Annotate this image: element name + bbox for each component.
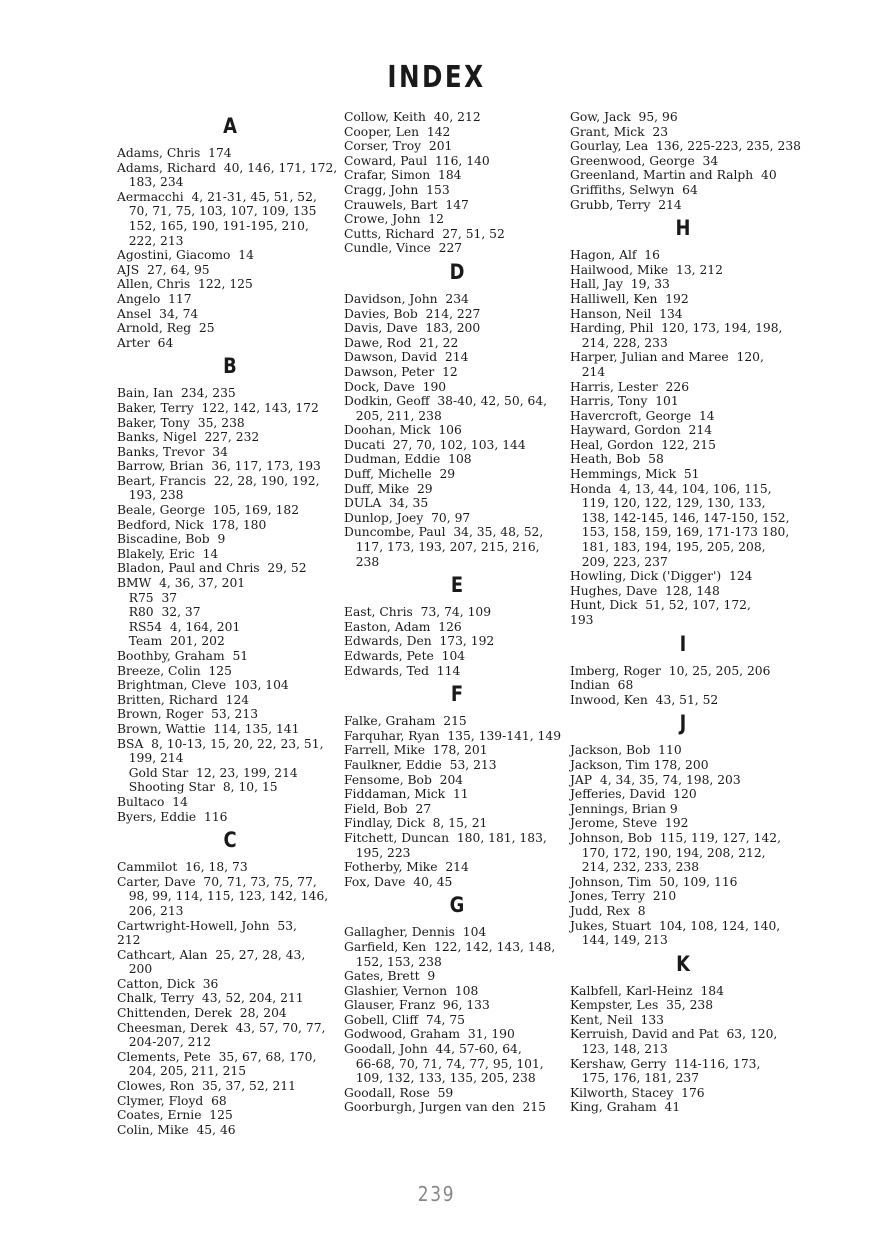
index-entry: Edwards, Ted 114 bbox=[344, 663, 461, 678]
index-entry: Catton, Dick 36 bbox=[117, 976, 219, 991]
index-entry: 214, 232, 233, 238 bbox=[570, 860, 700, 875]
index-entry: Ducati 27, 70, 102, 103, 144 bbox=[344, 437, 526, 452]
index-entry: Inwood, Ken 43, 51, 52 bbox=[570, 692, 719, 707]
index-entry: Arnold, Reg 25 bbox=[117, 321, 215, 336]
index-entry: Cheesman, Derek 43, 57, 70, 77, bbox=[117, 1020, 326, 1035]
index-entry: Hailwood, Mike 13, 212 bbox=[570, 262, 723, 277]
index-entry: 199, 214 bbox=[117, 751, 184, 766]
section-letter: H bbox=[675, 216, 691, 241]
index-entry: Ansel 34, 74 bbox=[117, 306, 199, 321]
index-entry: Findlay, Dick 8, 15, 21 bbox=[344, 816, 488, 831]
index-entry: 204-207, 212 bbox=[117, 1035, 212, 1050]
index-entry: Honda 4, 13, 44, 104, 106, 115, bbox=[570, 481, 772, 496]
index-entry: Glashier, Vernon 108 bbox=[344, 983, 479, 998]
index-entry: East, Chris 73, 74, 109 bbox=[344, 605, 492, 620]
index-entry: Fox, Dave 40, 45 bbox=[344, 874, 453, 889]
index-entry: Fitchett, Duncan 180, 181, 183, bbox=[344, 830, 547, 845]
index-entry: Banks, Nigel 227, 232 bbox=[117, 430, 260, 445]
index-entry: Griffiths, Selwyn 64 bbox=[570, 182, 698, 197]
index-entry: Bedford, Nick 178, 180 bbox=[117, 517, 267, 532]
index-entry: Glauser, Franz 96, 133 bbox=[344, 998, 490, 1013]
index-entry: Dunlop, Joey 70, 97 bbox=[344, 510, 471, 525]
index-entry: 206, 213 bbox=[117, 903, 184, 918]
index-entry: 200 bbox=[117, 962, 153, 977]
index-entry: Kilworth, Stacey 176 bbox=[570, 1085, 705, 1100]
index-entry: 119, 120, 122, 129, 130, 133, bbox=[570, 496, 766, 511]
index-entry: Garfield, Ken 122, 142, 143, 148, bbox=[344, 939, 556, 954]
index-entry: 193 bbox=[570, 613, 594, 627]
index-entry: Johnson, Bob 115, 119, 127, 142, bbox=[570, 830, 781, 845]
index-entry: Davies, Bob 214, 227 bbox=[344, 306, 481, 321]
index-entry: Shooting Star 8, 10, 15 bbox=[117, 780, 278, 795]
index-entry: Faulkner, Eddie 53, 213 bbox=[344, 757, 497, 772]
index-entry: Davidson, John 234 bbox=[344, 291, 469, 306]
section-letter: K bbox=[676, 951, 690, 976]
index-entry: Howling, Dick ('Digger') 124 bbox=[570, 569, 753, 584]
index-entry: 183, 234 bbox=[117, 175, 184, 190]
index-entry: Harris, Tony 101 bbox=[570, 394, 679, 409]
index-entry: Chittenden, Derek 28, 204 bbox=[117, 1006, 287, 1021]
index-entry: 175, 176, 181, 237 bbox=[570, 1071, 700, 1086]
index-entry: Greenwood, George 34 bbox=[570, 153, 719, 168]
index-entry: Angelo 117 bbox=[117, 291, 192, 306]
index-entry: Biscadine, Bob 9 bbox=[117, 532, 226, 547]
index-entry: BMW 4, 36, 37, 201 bbox=[117, 576, 246, 591]
index-entry: Hall, Jay 19, 33 bbox=[570, 277, 670, 292]
index-entry: 138, 142-145, 146, 147-150, 152, bbox=[570, 510, 790, 525]
index-entry: Kerruish, David and Pat 63, 120, bbox=[570, 1027, 778, 1042]
index-entry: Harding, Phil 120, 173, 194, 198, bbox=[570, 321, 783, 336]
index-entry: 214 bbox=[570, 364, 606, 379]
index-entry: 123, 148, 213 bbox=[570, 1042, 668, 1057]
index-entry: 98, 99, 114, 115, 123, 142, 146, bbox=[117, 889, 329, 904]
section-letter: C bbox=[223, 828, 237, 853]
index-entry: Cooper, Len 142 bbox=[344, 124, 451, 139]
index-entry: Gourlay, Lea 136, 225-223, 235, 238 bbox=[570, 139, 801, 154]
index-entry: Godwood, Graham 31, 190 bbox=[344, 1027, 515, 1042]
index-entry: Hunt, Dick 51, 52, 107, 172, bbox=[570, 598, 751, 613]
index-entry: Collow, Keith 40, 212 bbox=[344, 110, 481, 124]
index-column-2 bbox=[344, 110, 570, 1115]
index-entry: 144, 149, 213 bbox=[570, 933, 668, 948]
index-entry: 222, 213 bbox=[117, 233, 184, 248]
index-entry: R80 32, 37 bbox=[117, 605, 201, 620]
index-entry: Dawson, David 214 bbox=[344, 350, 469, 365]
index-entry: 70, 71, 75, 103, 107, 109, 135 bbox=[117, 204, 317, 219]
index-entry: Aermacchi 4, 21-31, 45, 51, 52, bbox=[117, 189, 317, 204]
index-entry: RS54 4, 164, 201 bbox=[117, 619, 241, 634]
index-entry: Gallagher, Dennis 104 bbox=[344, 925, 487, 940]
index-entry: 238 bbox=[344, 554, 380, 569]
index-entry: Duff, Mike 29 bbox=[344, 481, 433, 496]
index-entry: Dock, Dave 190 bbox=[344, 379, 447, 394]
index-entry: Fiddaman, Mick 11 bbox=[344, 787, 469, 802]
index-entry: Barrow, Brian 36, 117, 173, 193 bbox=[117, 459, 321, 474]
index-entry: Grant, Mick 23 bbox=[570, 124, 669, 139]
index-entry: Edwards, Pete 104 bbox=[344, 649, 466, 663]
index-entry: Blakely, Eric 14 bbox=[117, 546, 219, 561]
index-entry: Jerome, Steve 192 bbox=[570, 816, 689, 831]
index-entry: 209, 223, 237 bbox=[570, 554, 668, 569]
index-entry: Crowe, John 12 bbox=[344, 212, 444, 227]
index-entry: Kempster, Les 35, 238 bbox=[570, 998, 714, 1013]
index-entry: Gates, Brett 9 bbox=[344, 969, 436, 984]
index-entry: Imberg, Roger 10, 25, 205, 206 bbox=[570, 663, 771, 678]
index-entry: Jennings, Brian 9 bbox=[570, 801, 678, 816]
index-entry: Coates, Ernie 125 bbox=[117, 1108, 233, 1123]
index-entry: Jukes, Stuart 104, 108, 124, 140, bbox=[570, 918, 781, 933]
index-entry: Doohan, Mick 106 bbox=[344, 423, 462, 438]
index-entry: Clymer, Floyd 68 bbox=[117, 1093, 227, 1108]
index-entry: Kent, Neil 133 bbox=[570, 1012, 665, 1027]
index-entry: Fensome, Bob 204 bbox=[344, 772, 464, 787]
index-entry: Beart, Francis 22, 28, 190, 192, bbox=[117, 473, 320, 488]
index-entry: Jackson, Bob 110 bbox=[570, 743, 682, 758]
index-entry: Judd, Rex 8 bbox=[570, 903, 646, 918]
index-entry: Hagon, Alf 16 bbox=[570, 248, 660, 263]
index-entry: BSA 8, 10-13, 15, 20, 22, 23, 51, bbox=[117, 736, 324, 751]
index-entry: Adams, Richard 40, 146, 171, 172, bbox=[117, 160, 338, 175]
section-letter: A bbox=[223, 114, 237, 138]
index-entry: Gold Star 12, 23, 199, 214 bbox=[117, 765, 298, 780]
index-entry: Crafar, Simon 184 bbox=[344, 168, 462, 183]
index-entry: Falke, Graham 215 bbox=[344, 714, 467, 729]
index-entry: Team 201, 202 bbox=[117, 634, 225, 649]
index-entry: Cammilot 16, 18, 73 bbox=[117, 860, 248, 875]
index-entry: Colin, Mike 45, 46 bbox=[117, 1122, 236, 1137]
index-entry: Crauwels, Bart 147 bbox=[344, 197, 469, 212]
index-entry: 152, 165, 190, 191-195, 210, bbox=[117, 218, 309, 233]
section-letter: E bbox=[450, 573, 464, 598]
index-entry: DULA 34, 35 bbox=[344, 496, 429, 511]
index-entry: Duncombe, Paul 34, 35, 48, 52, bbox=[344, 525, 544, 540]
section-letter: D bbox=[449, 259, 465, 284]
index-entry: Beale, George 105, 169, 182 bbox=[117, 503, 300, 518]
index-entry: Cartwright-Howell, John 53, bbox=[117, 918, 297, 933]
index-entry: Jones, Terry 210 bbox=[570, 889, 677, 904]
index-entry: Boothby, Graham 51 bbox=[117, 649, 249, 663]
index-entry: 181, 183, 194, 195, 205, 208, bbox=[570, 540, 766, 555]
index-entry: 109, 132, 133, 135, 205, 238 bbox=[344, 1071, 536, 1086]
index-entry: Grubb, Terry 214 bbox=[570, 197, 682, 212]
page-number: 239 bbox=[417, 1182, 456, 1206]
page-title: INDEX bbox=[387, 60, 486, 95]
index-entry: Goodall, Rose 59 bbox=[344, 1085, 454, 1100]
index-entry: Havercroft, George 14 bbox=[570, 408, 715, 423]
index-entry: Brightman, Cleve 103, 104 bbox=[117, 678, 289, 693]
index-entry: Adams, Chris 174 bbox=[117, 146, 232, 160]
index-entry: Kalbfell, Karl-Heinz 184 bbox=[570, 983, 724, 998]
index-entry: Baker, Terry 122, 142, 143, 172 bbox=[117, 400, 319, 415]
index-entry: Bladon, Paul and Chris 29, 52 bbox=[117, 561, 307, 576]
index-entry: Corser, Troy 201 bbox=[344, 139, 453, 154]
index-entry: 214, 228, 233 bbox=[570, 335, 668, 350]
index-entry: Cragg, John 153 bbox=[344, 182, 450, 197]
index-entry: Brown, Roger 53, 213 bbox=[117, 707, 259, 722]
index-entry: Greenland, Martin and Ralph 40 bbox=[570, 168, 777, 183]
index-entry: 153, 158, 159, 169, 171-173 180, bbox=[570, 525, 790, 540]
index-entry: Bain, Ian 234, 235 bbox=[117, 386, 236, 401]
index-entry: Heal, Gordon 122, 215 bbox=[570, 437, 716, 452]
index-column-3 bbox=[570, 110, 801, 1115]
section-letter: B bbox=[223, 354, 237, 379]
index-entry: Farquhar, Ryan 135, 139-141, 149 bbox=[344, 728, 562, 743]
index-entry: Dawson, Peter 12 bbox=[344, 364, 458, 379]
index-entry: 205, 211, 238 bbox=[344, 408, 442, 423]
index-entry: Duff, Michelle 29 bbox=[344, 467, 456, 482]
index-entry: Dawe, Rod 21, 22 bbox=[344, 335, 459, 350]
index-entry: Banks, Trevor 34 bbox=[117, 444, 228, 459]
index-entry: Byers, Eddie 116 bbox=[117, 809, 228, 824]
index-entry: Easton, Adam 126 bbox=[344, 619, 462, 634]
index-entry: Coward, Paul 116, 140 bbox=[344, 153, 490, 168]
index-entry: Field, Bob 27 bbox=[344, 801, 432, 816]
index-entry: King, Graham 41 bbox=[570, 1100, 681, 1115]
index-entry: Agostini, Giacomo 14 bbox=[117, 248, 254, 263]
index-entry: Cutts, Richard 27, 51, 52 bbox=[344, 226, 505, 241]
index-entry: Johnson, Tim 50, 109, 116 bbox=[570, 874, 738, 889]
index-column-1 bbox=[117, 110, 343, 1137]
index-entry: Britten, Richard 124 bbox=[117, 692, 250, 707]
index-entry: 204, 205, 211, 215 bbox=[117, 1064, 247, 1079]
index-entry: Breeze, Colin 125 bbox=[117, 663, 232, 678]
index-entry: Farrell, Mike 178, 201 bbox=[344, 743, 488, 758]
section-letter: I bbox=[679, 631, 687, 656]
index-entry: 212 bbox=[117, 933, 141, 948]
index-entry: 193, 238 bbox=[117, 488, 184, 503]
index-entry: R75 37 bbox=[117, 590, 178, 605]
index-entry: Allen, Chris 122, 125 bbox=[117, 277, 253, 292]
section-letter: F bbox=[450, 682, 464, 707]
index-entry: Hemmings, Mick 51 bbox=[570, 467, 700, 482]
index-entry: Gow, Jack 95, 96 bbox=[570, 110, 678, 124]
index-entry: 195, 223 bbox=[344, 845, 411, 860]
index-entry: Chalk, Terry 43, 52, 204, 211 bbox=[117, 991, 304, 1006]
index-entry: Hanson, Neil 134 bbox=[570, 306, 683, 321]
index-entry: AJS 27, 64, 95 bbox=[117, 262, 210, 277]
section-letter: G bbox=[449, 893, 465, 918]
index-entry: Indian 68 bbox=[570, 678, 634, 693]
index-entry: Arter 64 bbox=[117, 335, 174, 350]
index-entry: Jackson, Tim 178, 200 bbox=[570, 757, 709, 772]
index-entry: Heath, Bob 58 bbox=[570, 452, 664, 467]
index-entry: Davis, Dave 183, 200 bbox=[344, 321, 481, 336]
index-entry: Harris, Lester 226 bbox=[570, 379, 690, 394]
index-entry: Cathcart, Alan 25, 27, 28, 43, bbox=[117, 947, 306, 962]
index-entry: Goorburgh, Jurgen van den 215 bbox=[344, 1100, 546, 1115]
index-entry: Dodkin, Geoff 38-40, 42, 50, 64, bbox=[344, 394, 548, 409]
index-entry: Kershaw, Gerry 114-116, 173, bbox=[570, 1056, 761, 1071]
index-entry: Clements, Pete 35, 67, 68, 170, bbox=[117, 1049, 317, 1064]
index-entry: Hayward, Gordon 214 bbox=[570, 423, 713, 438]
index-entry: Clowes, Ron 35, 37, 52, 211 bbox=[117, 1079, 296, 1094]
index-entry: 152, 153, 238 bbox=[344, 954, 442, 969]
index-entry: Brown, Wattie 114, 135, 141 bbox=[117, 721, 300, 736]
index-entry: Harper, Julian and Maree 120, bbox=[570, 350, 764, 365]
index-entry: Bultaco 14 bbox=[117, 794, 188, 809]
index-entry: Hughes, Dave 128, 148 bbox=[570, 583, 720, 598]
index-entry: 117, 173, 193, 207, 215, 216, bbox=[344, 540, 540, 555]
index-entry: Goodall, John 44, 57-60, 64, bbox=[344, 1042, 522, 1057]
index-entry: Dudman, Eddie 108 bbox=[344, 452, 472, 467]
index-entry: 170, 172, 190, 194, 208, 212, bbox=[570, 845, 766, 860]
section-letter: J bbox=[679, 711, 687, 736]
index-entry: Cundle, Vince 227 bbox=[344, 241, 463, 256]
index-entry: Fotherby, Mike 214 bbox=[344, 860, 469, 875]
index-entry: Baker, Tony 35, 238 bbox=[117, 415, 245, 430]
index-entry: 66-68, 70, 71, 74, 77, 95, 101, bbox=[344, 1056, 544, 1071]
index-entry: Carter, Dave 70, 71, 73, 75, 77, bbox=[117, 874, 317, 889]
index-entry: Edwards, Den 173, 192 bbox=[344, 634, 495, 649]
index-entry: Jefferies, David 120 bbox=[570, 787, 697, 802]
index-entry: Halliwell, Ken 192 bbox=[570, 291, 689, 306]
index-entry: JAP 4, 34, 35, 74, 198, 203 bbox=[570, 772, 741, 787]
index-entry: Gobell, Cliff 74, 75 bbox=[344, 1012, 465, 1027]
